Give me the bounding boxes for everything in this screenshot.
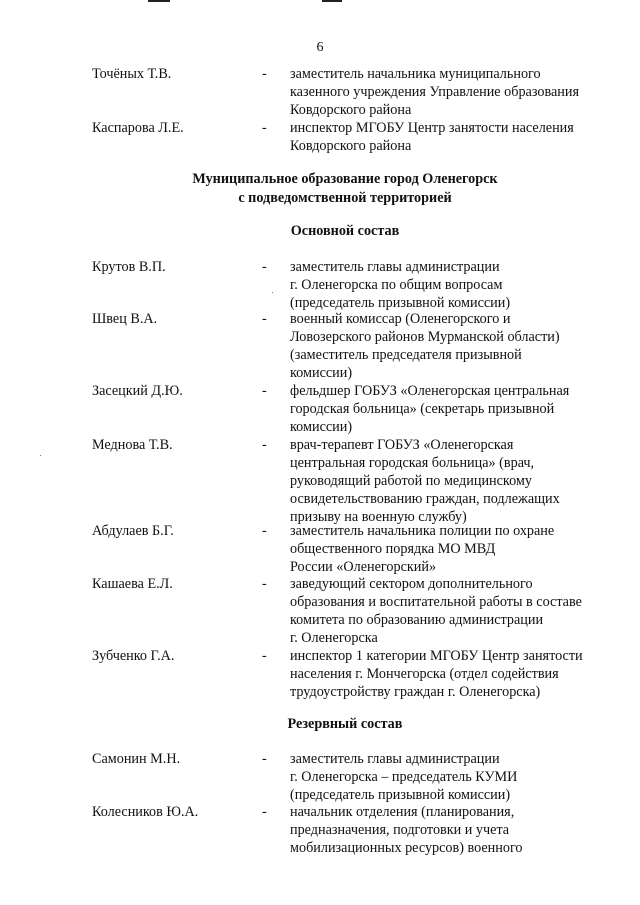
member-name: Меднова Т.В.	[92, 437, 173, 453]
position-line: фельдшер ГОБУЗ «Оленегорская центральная	[290, 383, 570, 399]
position-line: Ловозерского районов Мурманской области)	[290, 329, 560, 345]
member-position	[290, 310, 560, 382]
position-line: врач-терапевт ГОБУЗ «Оленегорская	[290, 437, 514, 453]
position-line: центральная городская больница» (врач,	[290, 455, 535, 471]
scan-speck	[40, 455, 41, 456]
member-name: Каспарова Л.Е.	[92, 120, 184, 136]
position-line: трудоустройству граждан г. Оленегорска)	[290, 684, 541, 700]
position-line: казенного учреждения Управление образования	[290, 84, 579, 100]
dash-separator: -	[262, 576, 267, 592]
position-line: призыву на военную службу)	[290, 509, 467, 525]
position-line: заведующий сектором дополнительного	[290, 576, 533, 592]
position-line: населения г. Мончегорска (отдел содействия	[290, 666, 559, 682]
section-title	[0, 170, 640, 208]
member-name: Точёных Т.В.	[92, 66, 172, 82]
member-position	[290, 803, 523, 857]
dash-separator: -	[262, 259, 267, 275]
member-position	[290, 436, 560, 526]
member-position	[290, 750, 517, 804]
position-line: заместитель главы администрации	[290, 751, 500, 767]
page-number: 6	[316, 40, 324, 55]
section-title-line: с подведомственной территорией	[238, 190, 452, 206]
position-line: начальник отделения (планирования,	[290, 804, 515, 820]
dash-separator: -	[262, 804, 267, 820]
scan-speck	[272, 292, 273, 293]
position-line: комиссии)	[290, 419, 353, 435]
position-line: инспектор МГОБУ Центр занятости населения	[290, 120, 574, 136]
position-line: комиссии)	[290, 365, 353, 381]
position-line: заместитель главы администрации	[290, 259, 500, 275]
main-composition-title: Основной состав	[290, 223, 400, 239]
member-position	[290, 258, 510, 312]
position-line: (председатель призывной комиссии)	[290, 787, 511, 803]
member-name: Абдулаев Б.Г.	[92, 523, 174, 539]
reserve-composition-title: Резервный состав	[287, 716, 403, 732]
position-line: Ковдорского района	[290, 138, 412, 154]
dash-separator: -	[262, 751, 267, 767]
dash-separator: -	[262, 523, 267, 539]
member-position	[290, 119, 574, 155]
position-line: образования и воспитательной работы в составе	[290, 594, 582, 610]
member-name: Зубченко Г.А.	[92, 648, 175, 664]
position-line: (заместитель председателя призывной	[290, 347, 522, 363]
member-position	[290, 382, 569, 436]
member-position	[290, 647, 583, 701]
position-line: инспектор 1 категории МГОБУ Центр занятости	[290, 648, 583, 664]
dash-separator: -	[262, 383, 267, 399]
dash-separator: -	[262, 437, 267, 453]
position-line: г. Оленегорска по общим вопросам	[290, 277, 503, 293]
member-name: Засецкий Д.Ю.	[92, 383, 183, 399]
position-line: общественного порядка МО МВД	[290, 541, 496, 557]
position-line: комитета по образованию администрации	[290, 612, 544, 628]
position-line: освидетельствованию граждан, подлежащих	[290, 491, 560, 507]
position-line: г. Оленегорска	[290, 630, 378, 646]
member-position	[290, 522, 554, 576]
position-line: заместитель начальника полиции по охране	[290, 523, 555, 539]
position-line: военный комиссар (Оленегорского и	[290, 311, 511, 327]
position-line: (председатель призывной комиссии)	[290, 295, 511, 311]
member-position	[290, 575, 582, 647]
member-name: Кашаева Е.Л.	[92, 576, 173, 592]
position-line: г. Оленегорска – председатель КУМИ	[290, 769, 518, 785]
dash-separator: -	[262, 311, 267, 327]
member-position	[290, 65, 579, 119]
position-line: заместитель начальника муниципального	[290, 66, 541, 82]
position-line: городская больница» (секретарь призывной	[290, 401, 555, 417]
position-line: руководящий работой по медицинскому	[290, 473, 532, 489]
scan-artifact-line	[322, 0, 342, 2]
member-name: Колесников Ю.А.	[92, 804, 199, 820]
dash-separator: -	[262, 66, 267, 82]
dash-separator: -	[262, 120, 267, 136]
scan-artifact-line	[148, 0, 170, 2]
position-line: Ковдорского района	[290, 102, 412, 118]
position-line: мобилизационных ресурсов) военного	[290, 840, 523, 856]
dash-separator: -	[262, 648, 267, 664]
position-line: предназначения, подготовки и учета	[290, 822, 510, 838]
position-line: России «Оленегорский»	[290, 559, 437, 575]
member-name: Самонин М.Н.	[92, 751, 181, 767]
member-name: Крутов В.П.	[92, 259, 166, 275]
member-name: Швец В.А.	[92, 311, 158, 327]
section-title-line: Муниципальное образование город Оленегорск	[192, 171, 498, 187]
